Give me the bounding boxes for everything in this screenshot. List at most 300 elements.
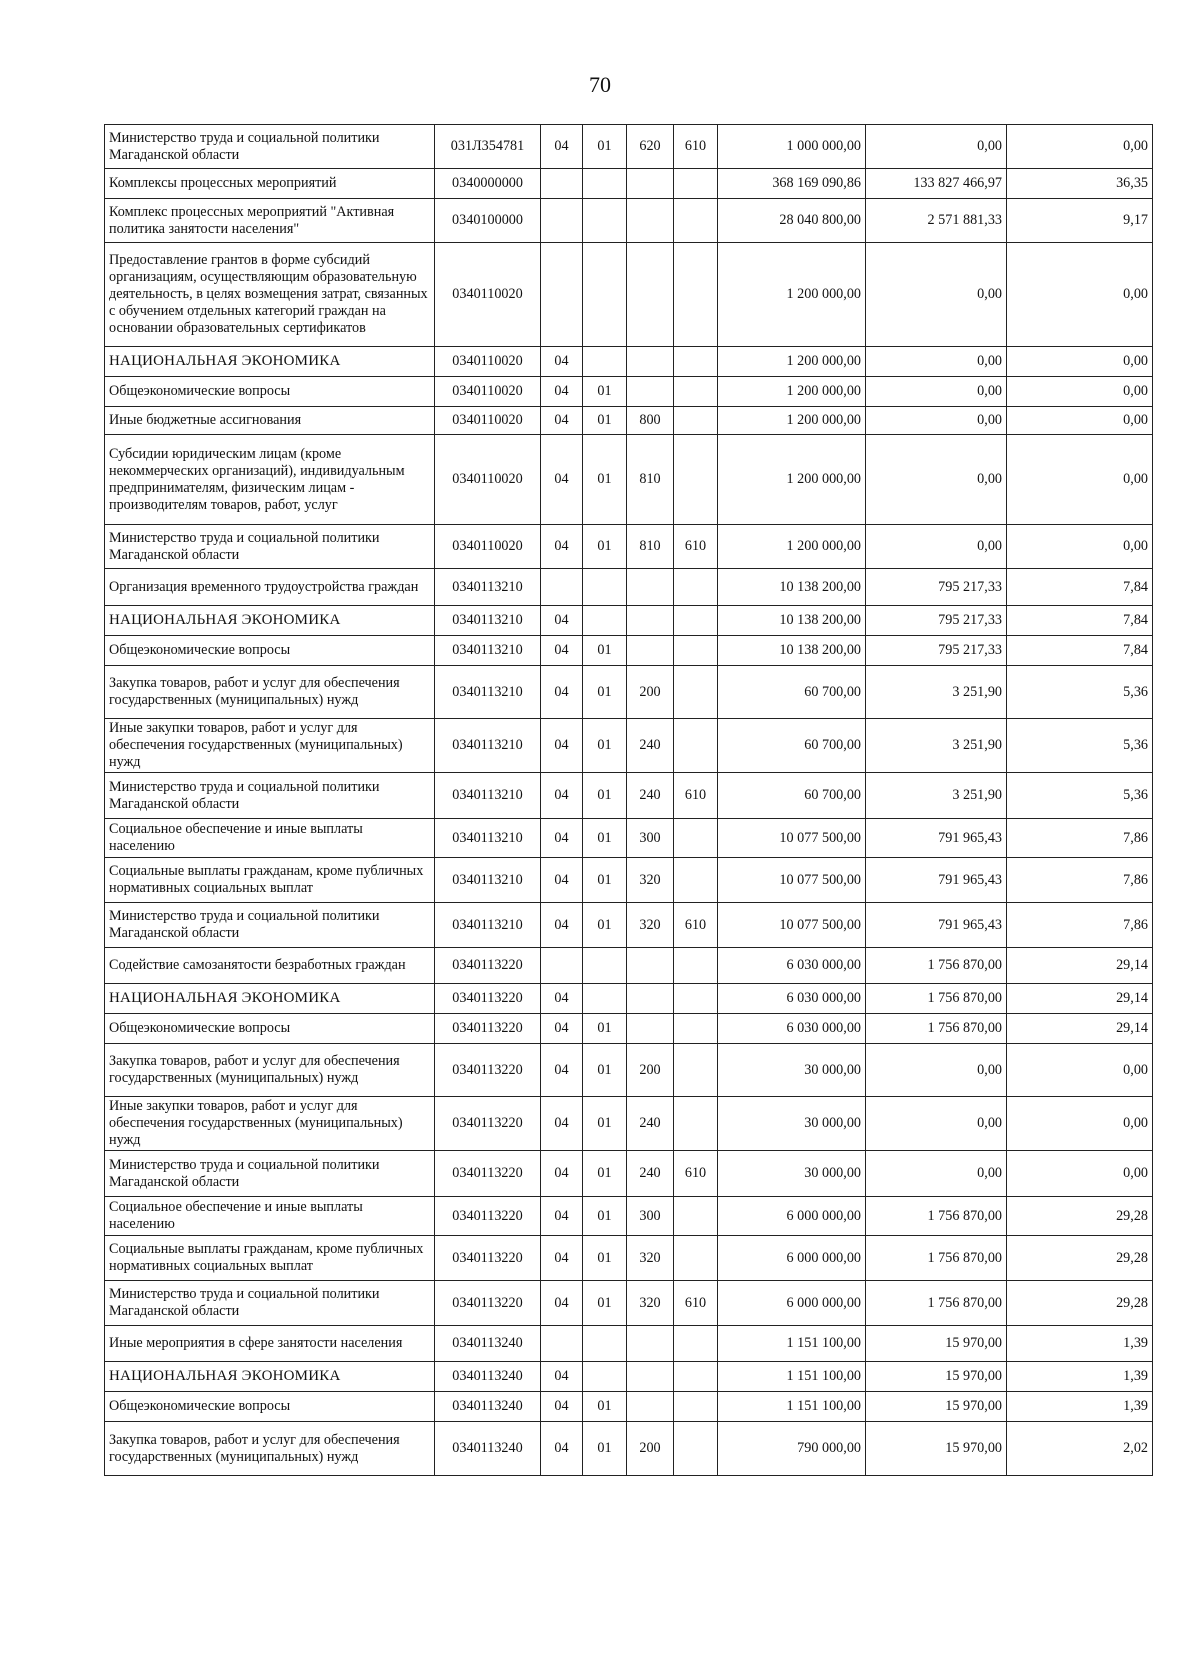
- target-code: 0340113210: [435, 666, 541, 719]
- execution-percent: 1,39: [1007, 1326, 1153, 1362]
- table-row: [105, 1422, 1153, 1476]
- section-code: 04: [541, 1362, 583, 1392]
- item-name: Закупка товаров, работ и услуг для обеспечения государственных (муниципальных) нужд: [105, 1422, 435, 1476]
- subsection-code: [583, 948, 627, 984]
- section-code: 04: [541, 1097, 583, 1151]
- section-code: 04: [541, 1392, 583, 1422]
- target-code: 0340113210: [435, 773, 541, 819]
- execution-percent: 1,39: [1007, 1362, 1153, 1392]
- department-code: [674, 377, 718, 407]
- item-name: НАЦИОНАЛЬНАЯ ЭКОНОМИКА: [105, 606, 435, 636]
- executed-amount: 791 965,43: [866, 903, 1007, 948]
- target-code: 0340110020: [435, 243, 541, 347]
- execution-percent: 29,28: [1007, 1197, 1153, 1236]
- target-code: 0340113220: [435, 1281, 541, 1326]
- planned-amount: 30 000,00: [718, 1044, 866, 1097]
- subsection-code: 01: [583, 1151, 627, 1197]
- department-code: [674, 1236, 718, 1281]
- executed-amount: 3 251,90: [866, 773, 1007, 819]
- expense-type-code: [627, 347, 674, 377]
- execution-percent: 29,14: [1007, 1014, 1153, 1044]
- department-code: [674, 1014, 718, 1044]
- section-code: 04: [541, 1151, 583, 1197]
- executed-amount: 3 251,90: [866, 719, 1007, 773]
- department-code: [674, 1044, 718, 1097]
- table-row: [105, 407, 1153, 435]
- planned-amount: 28 040 800,00: [718, 199, 866, 243]
- target-code: 0340113210: [435, 569, 541, 606]
- table-row: [105, 1097, 1153, 1151]
- planned-amount: 1 151 100,00: [718, 1326, 866, 1362]
- expense-type-code: 240: [627, 1097, 674, 1151]
- subsection-code: [583, 569, 627, 606]
- table-row: [105, 525, 1153, 569]
- table-row: [105, 1392, 1153, 1422]
- target-code: 0340100000: [435, 199, 541, 243]
- planned-amount: 1 200 000,00: [718, 347, 866, 377]
- item-name: Организация временного трудоустройства граждан: [105, 569, 435, 606]
- item-name: НАЦИОНАЛЬНАЯ ЭКОНОМИКА: [105, 347, 435, 377]
- table-row: [105, 125, 1153, 169]
- executed-amount: 3 251,90: [866, 666, 1007, 719]
- executed-amount: 0,00: [866, 1151, 1007, 1197]
- department-code: [674, 1422, 718, 1476]
- table-row: [105, 858, 1153, 903]
- planned-amount: 1 000 000,00: [718, 125, 866, 169]
- target-code: 0340113210: [435, 606, 541, 636]
- budget-table-body: [105, 125, 1153, 1476]
- execution-percent: 0,00: [1007, 377, 1153, 407]
- table-row: [105, 773, 1153, 819]
- item-name: Министерство труда и социальной политики Магаданской области: [105, 1151, 435, 1197]
- item-name: Иные мероприятия в сфере занятости населения: [105, 1326, 435, 1362]
- subsection-code: 01: [583, 1422, 627, 1476]
- expense-type-code: [627, 1362, 674, 1392]
- table-row: [105, 636, 1153, 666]
- department-code: 610: [674, 1151, 718, 1197]
- section-code: 04: [541, 1236, 583, 1281]
- item-name: Субсидии юридическим лицам (кроме некоммерческих организаций), индивидуальным предпринимателям, физическим лицам - производителям товаров, работ, услуг: [105, 435, 435, 525]
- execution-percent: 0,00: [1007, 525, 1153, 569]
- table-row: [105, 1236, 1153, 1281]
- expense-type-code: [627, 606, 674, 636]
- planned-amount: 6 000 000,00: [718, 1236, 866, 1281]
- subsection-code: 01: [583, 1236, 627, 1281]
- table-row: [105, 666, 1153, 719]
- execution-percent: 7,86: [1007, 903, 1153, 948]
- item-name: Социальные выплаты гражданам, кроме публичных нормативных социальных выплат: [105, 858, 435, 903]
- planned-amount: 10 077 500,00: [718, 819, 866, 858]
- department-code: [674, 819, 718, 858]
- section-code: [541, 243, 583, 347]
- subsection-code: 01: [583, 407, 627, 435]
- target-code: 0340110020: [435, 347, 541, 377]
- executed-amount: 0,00: [866, 525, 1007, 569]
- section-code: 04: [541, 377, 583, 407]
- table-row: [105, 569, 1153, 606]
- planned-amount: 6 000 000,00: [718, 1197, 866, 1236]
- section-code: 04: [541, 1422, 583, 1476]
- section-code: 04: [541, 606, 583, 636]
- planned-amount: 6 030 000,00: [718, 1014, 866, 1044]
- section-code: 04: [541, 819, 583, 858]
- execution-percent: 7,84: [1007, 636, 1153, 666]
- item-name: Социальное обеспечение и иные выплаты населению: [105, 819, 435, 858]
- executed-amount: 1 756 870,00: [866, 1281, 1007, 1326]
- subsection-code: 01: [583, 1097, 627, 1151]
- execution-percent: 2,02: [1007, 1422, 1153, 1476]
- item-name: Министерство труда и социальной политики Магаданской области: [105, 125, 435, 169]
- planned-amount: 790 000,00: [718, 1422, 866, 1476]
- subsection-code: 01: [583, 435, 627, 525]
- target-code: 0340113210: [435, 819, 541, 858]
- item-name: Иные закупки товаров, работ и услуг для обеспечения государственных (муниципальных) нужд: [105, 1097, 435, 1151]
- expense-type-code: [627, 636, 674, 666]
- executed-amount: 2 571 881,33: [866, 199, 1007, 243]
- execution-percent: 7,86: [1007, 819, 1153, 858]
- executed-amount: 0,00: [866, 1097, 1007, 1151]
- subsection-code: [583, 199, 627, 243]
- item-name: Содействие самозанятости безработных граждан: [105, 948, 435, 984]
- item-name: Комплексы процессных мероприятий: [105, 169, 435, 199]
- subsection-code: [583, 1326, 627, 1362]
- executed-amount: 795 217,33: [866, 636, 1007, 666]
- department-code: [674, 719, 718, 773]
- planned-amount: 10 138 200,00: [718, 606, 866, 636]
- section-code: 04: [541, 903, 583, 948]
- planned-amount: 1 151 100,00: [718, 1362, 866, 1392]
- planned-amount: 1 200 000,00: [718, 525, 866, 569]
- expense-type-code: [627, 243, 674, 347]
- executed-amount: 15 970,00: [866, 1326, 1007, 1362]
- item-name: Министерство труда и социальной политики Магаданской области: [105, 525, 435, 569]
- table-row: [105, 819, 1153, 858]
- section-code: 04: [541, 1197, 583, 1236]
- subsection-code: 01: [583, 125, 627, 169]
- page-number: 70: [589, 72, 611, 97]
- subsection-code: [583, 169, 627, 199]
- execution-percent: 29,14: [1007, 984, 1153, 1014]
- execution-percent: 29,14: [1007, 948, 1153, 984]
- subsection-code: [583, 1362, 627, 1392]
- table-row: [105, 377, 1153, 407]
- execution-percent: 36,35: [1007, 169, 1153, 199]
- item-name: Общеэкономические вопросы: [105, 636, 435, 666]
- subsection-code: 01: [583, 903, 627, 948]
- expense-type-code: 620: [627, 125, 674, 169]
- table-row: [105, 1362, 1153, 1392]
- expense-type-code: 300: [627, 1197, 674, 1236]
- department-code: [674, 1197, 718, 1236]
- expense-type-code: 200: [627, 666, 674, 719]
- item-name: Социальные выплаты гражданам, кроме публичных нормативных социальных выплат: [105, 1236, 435, 1281]
- expense-type-code: 800: [627, 407, 674, 435]
- target-code: 0340113220: [435, 1014, 541, 1044]
- section-code: [541, 169, 583, 199]
- planned-amount: 10 077 500,00: [718, 858, 866, 903]
- execution-percent: 0,00: [1007, 1097, 1153, 1151]
- table-row: [105, 984, 1153, 1014]
- subsection-code: [583, 606, 627, 636]
- execution-percent: 5,36: [1007, 773, 1153, 819]
- executed-amount: 133 827 466,97: [866, 169, 1007, 199]
- subsection-code: 01: [583, 636, 627, 666]
- target-code: 0340113240: [435, 1326, 541, 1362]
- subsection-code: 01: [583, 666, 627, 719]
- item-name: Общеэкономические вопросы: [105, 1014, 435, 1044]
- planned-amount: 60 700,00: [718, 773, 866, 819]
- target-code: 0340113210: [435, 636, 541, 666]
- planned-amount: 1 200 000,00: [718, 377, 866, 407]
- executed-amount: 795 217,33: [866, 606, 1007, 636]
- table-row: [105, 1151, 1153, 1197]
- department-code: [674, 858, 718, 903]
- expense-type-code: [627, 984, 674, 1014]
- department-code: [674, 1392, 718, 1422]
- item-name: Иные закупки товаров, работ и услуг для обеспечения государственных (муниципальных) нужд: [105, 719, 435, 773]
- department-code: [674, 666, 718, 719]
- subsection-code: 01: [583, 1044, 627, 1097]
- executed-amount: 1 756 870,00: [866, 1014, 1007, 1044]
- item-name: Общеэкономические вопросы: [105, 377, 435, 407]
- planned-amount: 1 200 000,00: [718, 435, 866, 525]
- section-code: 04: [541, 773, 583, 819]
- department-code: 610: [674, 525, 718, 569]
- subsection-code: 01: [583, 377, 627, 407]
- target-code: 0340113220: [435, 1097, 541, 1151]
- planned-amount: 6 000 000,00: [718, 1281, 866, 1326]
- subsection-code: 01: [583, 819, 627, 858]
- department-code: 610: [674, 773, 718, 819]
- expense-type-code: 200: [627, 1422, 674, 1476]
- executed-amount: 791 965,43: [866, 819, 1007, 858]
- planned-amount: 10 138 200,00: [718, 569, 866, 606]
- target-code: 0340110020: [435, 435, 541, 525]
- executed-amount: 0,00: [866, 125, 1007, 169]
- section-code: [541, 569, 583, 606]
- expense-type-code: 240: [627, 719, 674, 773]
- execution-percent: 0,00: [1007, 243, 1153, 347]
- expense-type-code: 240: [627, 773, 674, 819]
- subsection-code: [583, 984, 627, 1014]
- planned-amount: 6 030 000,00: [718, 984, 866, 1014]
- section-code: 04: [541, 719, 583, 773]
- expense-type-code: [627, 569, 674, 606]
- table-row: [105, 903, 1153, 948]
- section-code: [541, 199, 583, 243]
- department-code: [674, 199, 718, 243]
- section-code: 04: [541, 407, 583, 435]
- executed-amount: 0,00: [866, 435, 1007, 525]
- target-code: 0340113220: [435, 1044, 541, 1097]
- subsection-code: [583, 347, 627, 377]
- section-code: 04: [541, 1281, 583, 1326]
- target-code: 0340113210: [435, 719, 541, 773]
- department-code: [674, 435, 718, 525]
- department-code: 610: [674, 1281, 718, 1326]
- budget-table: [104, 124, 1153, 1476]
- table-row: [105, 606, 1153, 636]
- department-code: [674, 407, 718, 435]
- section-code: 04: [541, 858, 583, 903]
- planned-amount: 1 200 000,00: [718, 407, 866, 435]
- table-row: [105, 1197, 1153, 1236]
- target-code: 0340113240: [435, 1422, 541, 1476]
- target-code: 0340113220: [435, 1236, 541, 1281]
- target-code: 0340113210: [435, 858, 541, 903]
- expense-type-code: [627, 377, 674, 407]
- subsection-code: 01: [583, 1014, 627, 1044]
- planned-amount: 30 000,00: [718, 1151, 866, 1197]
- execution-percent: 7,86: [1007, 858, 1153, 903]
- target-code: 0340113240: [435, 1392, 541, 1422]
- section-code: [541, 1326, 583, 1362]
- section-code: 04: [541, 666, 583, 719]
- executed-amount: 1 756 870,00: [866, 984, 1007, 1014]
- subsection-code: 01: [583, 858, 627, 903]
- execution-percent: 5,36: [1007, 719, 1153, 773]
- expense-type-code: 300: [627, 819, 674, 858]
- department-code: [674, 1097, 718, 1151]
- item-name: Социальное обеспечение и иные выплаты населению: [105, 1197, 435, 1236]
- expense-type-code: [627, 1392, 674, 1422]
- expense-type-code: 320: [627, 858, 674, 903]
- execution-percent: 7,84: [1007, 569, 1153, 606]
- item-name: Комплекс процессных мероприятий "Активная политика занятости населения": [105, 199, 435, 243]
- planned-amount: 6 030 000,00: [718, 948, 866, 984]
- executed-amount: 15 970,00: [866, 1362, 1007, 1392]
- subsection-code: 01: [583, 1197, 627, 1236]
- section-code: [541, 948, 583, 984]
- planned-amount: 60 700,00: [718, 719, 866, 773]
- table-row: [105, 435, 1153, 525]
- table-row: [105, 243, 1153, 347]
- expense-type-code: 810: [627, 435, 674, 525]
- planned-amount: 30 000,00: [718, 1097, 866, 1151]
- execution-percent: 0,00: [1007, 347, 1153, 377]
- department-code: [674, 169, 718, 199]
- expense-type-code: 810: [627, 525, 674, 569]
- item-name: НАЦИОНАЛЬНАЯ ЭКОНОМИКА: [105, 1362, 435, 1392]
- execution-percent: 29,28: [1007, 1236, 1153, 1281]
- item-name: Предоставление грантов в форме субсидий организациям, осуществляющим образовательную деятельность, в целях возмещения затрат, связанных с обучением отдельных категорий граждан на основании образовательных сертификатов: [105, 243, 435, 347]
- department-code: [674, 1326, 718, 1362]
- table-row: [105, 169, 1153, 199]
- executed-amount: 0,00: [866, 407, 1007, 435]
- expense-type-code: [627, 948, 674, 984]
- expense-type-code: [627, 169, 674, 199]
- department-code: 610: [674, 125, 718, 169]
- execution-percent: 5,36: [1007, 666, 1153, 719]
- target-code: 0340113220: [435, 1151, 541, 1197]
- execution-percent: 1,39: [1007, 1392, 1153, 1422]
- execution-percent: 9,17: [1007, 199, 1153, 243]
- execution-percent: 7,84: [1007, 606, 1153, 636]
- section-code: 04: [541, 525, 583, 569]
- subsection-code: 01: [583, 719, 627, 773]
- section-code: 04: [541, 1044, 583, 1097]
- item-name: Закупка товаров, работ и услуг для обеспечения государственных (муниципальных) нужд: [105, 1044, 435, 1097]
- section-code: 04: [541, 347, 583, 377]
- item-name: Министерство труда и социальной политики Магаданской области: [105, 903, 435, 948]
- department-code: [674, 347, 718, 377]
- target-code: 0340113210: [435, 903, 541, 948]
- planned-amount: 368 169 090,86: [718, 169, 866, 199]
- target-code: 0340113220: [435, 984, 541, 1014]
- department-code: [674, 606, 718, 636]
- department-code: [674, 1362, 718, 1392]
- target-code: 031Л354781: [435, 125, 541, 169]
- planned-amount: 10 077 500,00: [718, 903, 866, 948]
- section-code: 04: [541, 984, 583, 1014]
- executed-amount: 0,00: [866, 1044, 1007, 1097]
- table-row: [105, 1014, 1153, 1044]
- planned-amount: 1 200 000,00: [718, 243, 866, 347]
- execution-percent: 0,00: [1007, 407, 1153, 435]
- planned-amount: 1 151 100,00: [718, 1392, 866, 1422]
- section-code: 04: [541, 1014, 583, 1044]
- target-code: 0340113220: [435, 1197, 541, 1236]
- expense-type-code: [627, 1326, 674, 1362]
- executed-amount: 0,00: [866, 243, 1007, 347]
- item-name: Министерство труда и социальной политики Магаданской области: [105, 1281, 435, 1326]
- subsection-code: 01: [583, 525, 627, 569]
- target-code: 0340000000: [435, 169, 541, 199]
- planned-amount: 60 700,00: [718, 666, 866, 719]
- section-code: 04: [541, 636, 583, 666]
- table-row: [105, 1044, 1153, 1097]
- expense-type-code: 240: [627, 1151, 674, 1197]
- table-row: [105, 719, 1153, 773]
- item-name: НАЦИОНАЛЬНАЯ ЭКОНОМИКА: [105, 984, 435, 1014]
- target-code: 0340113240: [435, 1362, 541, 1392]
- item-name: Закупка товаров, работ и услуг для обеспечения государственных (муниципальных) нужд: [105, 666, 435, 719]
- table-row: [105, 1281, 1153, 1326]
- item-name: Общеэкономические вопросы: [105, 1392, 435, 1422]
- expense-type-code: 320: [627, 1236, 674, 1281]
- department-code: [674, 636, 718, 666]
- department-code: [674, 569, 718, 606]
- target-code: 0340110020: [435, 407, 541, 435]
- executed-amount: 15 970,00: [866, 1422, 1007, 1476]
- execution-percent: 29,28: [1007, 1281, 1153, 1326]
- execution-percent: 0,00: [1007, 1044, 1153, 1097]
- executed-amount: 791 965,43: [866, 858, 1007, 903]
- executed-amount: 1 756 870,00: [866, 948, 1007, 984]
- execution-percent: 0,00: [1007, 435, 1153, 525]
- executed-amount: 15 970,00: [866, 1392, 1007, 1422]
- target-code: 0340113220: [435, 948, 541, 984]
- target-code: 0340110020: [435, 525, 541, 569]
- table-row: [105, 948, 1153, 984]
- department-code: 610: [674, 903, 718, 948]
- execution-percent: 0,00: [1007, 1151, 1153, 1197]
- department-code: [674, 243, 718, 347]
- subsection-code: [583, 243, 627, 347]
- section-code: 04: [541, 435, 583, 525]
- target-code: 0340110020: [435, 377, 541, 407]
- executed-amount: 795 217,33: [866, 569, 1007, 606]
- section-code: 04: [541, 125, 583, 169]
- department-code: [674, 984, 718, 1014]
- table-row: [105, 199, 1153, 243]
- subsection-code: 01: [583, 773, 627, 819]
- executed-amount: 0,00: [866, 347, 1007, 377]
- expense-type-code: [627, 1014, 674, 1044]
- executed-amount: 0,00: [866, 377, 1007, 407]
- expense-type-code: [627, 199, 674, 243]
- department-code: [674, 948, 718, 984]
